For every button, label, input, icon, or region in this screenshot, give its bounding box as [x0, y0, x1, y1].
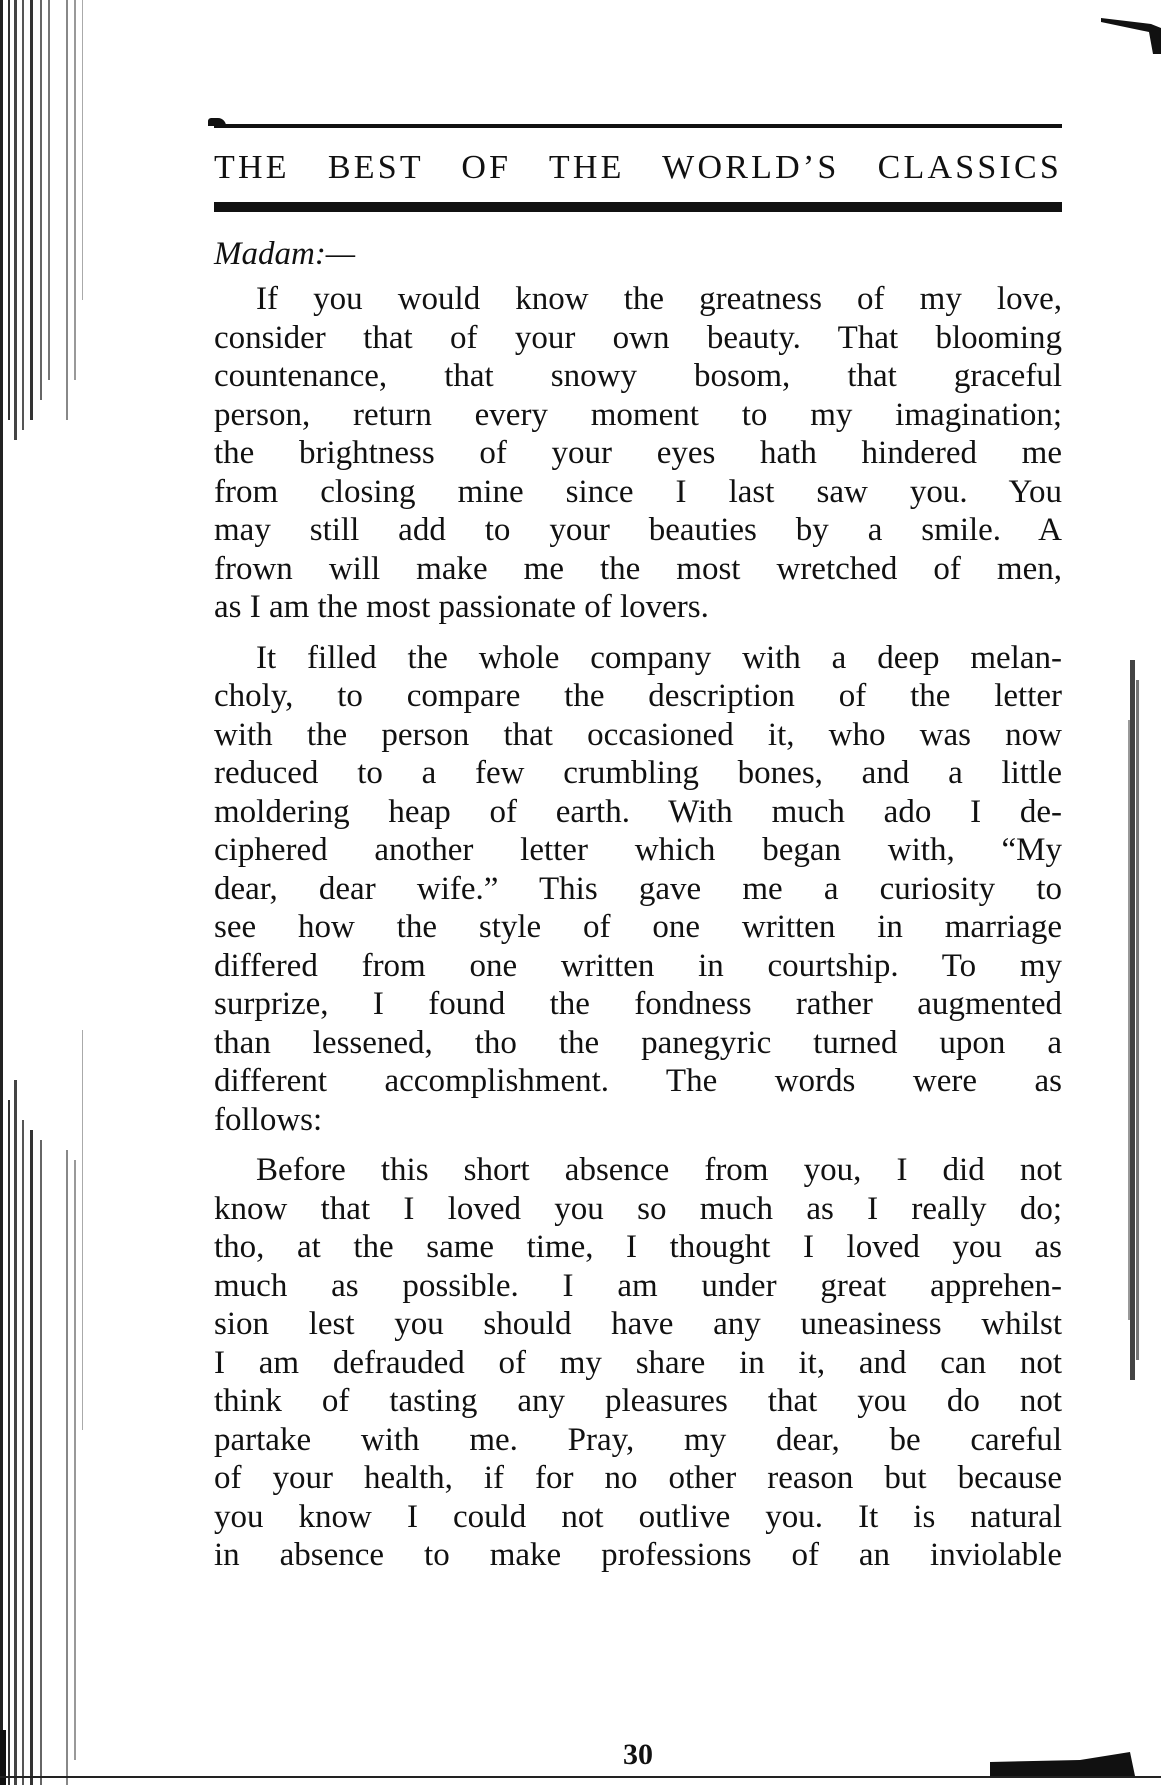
page-number: 30: [623, 1738, 653, 1771]
text-line: dear, dear wife.” This gave me a curiosity to: [214, 870, 1062, 907]
text-line: countenance, that snowy bosom, that graceful: [214, 358, 1062, 394]
running-head: THE BEST OF THE WORLD’S CLASSICS: [214, 149, 1062, 186]
text-line: may still add to your beauties by a smile. A: [214, 512, 1062, 548]
text-line: partake with me. Pray, my dear, be careful: [214, 1421, 1062, 1458]
header-top-rule: [214, 124, 1062, 128]
text-line: reduced to a few crumbling bones, and a little: [214, 755, 1062, 791]
text-line: consider that of your own beauty. That blooming: [214, 319, 1062, 356]
book-page: [214, 110, 1062, 1771]
text-line: than lessened, tho the panegyric turned upon a: [214, 1024, 1062, 1061]
text-line: differed from one written in courtship. To my: [214, 947, 1062, 984]
text-line: in absence to make professions of an inviolable: [214, 1537, 1062, 1573]
text-line: from closing mine since I last saw you. You: [214, 473, 1062, 510]
text-line: ciphered another letter which began with, “My: [214, 832, 1062, 868]
text-line: surprize, I found the fondness rather augmented: [214, 986, 1062, 1022]
text-line: the brightness of your eyes hath hindered me: [214, 435, 1062, 471]
text-line: think of tasting any pleasures that you do not: [214, 1383, 1062, 1419]
paragraph-2: [214, 639, 1062, 1140]
text-line: person, return every moment to my imagination;: [214, 396, 1062, 433]
text-line: as I am the most passionate of lovers.: [214, 589, 709, 625]
text-line: see how the style of one written in marriage: [214, 909, 1062, 945]
paragraph-1: [214, 280, 1062, 627]
text-line: choly, to compare the description of the letter: [214, 678, 1062, 714]
text-line: I am defrauded of my share in it, and can not: [214, 1344, 1062, 1381]
text-line: If you would know the greatness of my love,: [256, 281, 1062, 317]
text-line: much as possible. I am under great apprehen-: [214, 1267, 1062, 1304]
text-line: with the person that occasioned it, who was now: [214, 716, 1062, 753]
text-line: follows:: [214, 1101, 323, 1138]
text-line: of your health, if for no other reason but because: [214, 1460, 1062, 1496]
text-line: different accomplishment. The words were as: [214, 1063, 1062, 1099]
text-line: know that I loved you so much as I really do;: [214, 1190, 1062, 1227]
header-bottom-rule: [214, 202, 1062, 212]
text-line: It filled the whole company with a deep melan-: [256, 639, 1062, 676]
letter-salutation: Madam:—: [214, 236, 356, 272]
text-line: Before this short absence from you, I did not: [256, 1152, 1062, 1188]
text-line: tho, at the same time, I thought I loved you as: [214, 1229, 1062, 1265]
text-line: frown will make me the most wretched of men,: [214, 550, 1062, 587]
binding-edge-shadow: [0, 0, 100, 1785]
text-line: you know I could not outlive you. It is natural: [214, 1498, 1062, 1535]
paragraph-3: [214, 1151, 1062, 1575]
right-edge-shadow: [1120, 660, 1160, 1380]
corner-scan-mark: [1101, 14, 1161, 54]
text-line: sion lest you should have any uneasiness whilst: [214, 1306, 1062, 1342]
text-line: moldering heap of earth. With much ado I de-: [214, 793, 1062, 830]
